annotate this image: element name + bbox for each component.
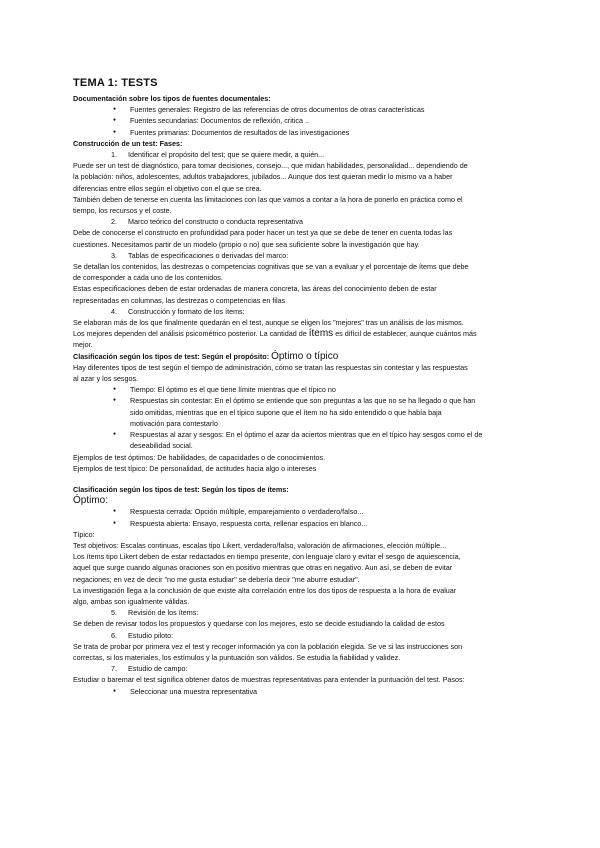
bullet-item: ● Respuestas sin contestar: En el óptimo se entiende que son preguntas a las que no se ha llegado o que han (73, 395, 531, 406)
paragraph-line: aquel que surge cuando algunas oraciones son en positivo mientras que otras en negativo. Aun así, se deben de evitar (73, 563, 453, 573)
bullet-item: ● Respuesta abierta: Ensayo, respuesta corta, rellenar espacios en blanco... (73, 518, 531, 529)
paragraph-line: La investigación llega a la conclusión de que existe alta correlación entre los dos tipos de respuesta a la hora de evaluar (73, 585, 457, 595)
subheading: Típico: (73, 529, 95, 539)
bullet-continuation: deseabilidad social. (130, 441, 193, 451)
bullet-item: ● Fuentes primarias: Documentos de resultados de las investigaciones (73, 127, 531, 138)
numbered-step: 5. Revisión de los ítems: (111, 608, 199, 618)
paragraph-line: Estas especificaciones deben de estar ordenadas de manera concreta, las áreas del conocimiento deben de estar (73, 284, 437, 294)
paragraph-line: Estudiar o baremar el test significa obtener datos de muestras representativas para entender la puntuación del test. Pasos: (73, 675, 465, 685)
paragraph-line: diferencias entre ellos según el objetivo con el que se crea. (73, 183, 262, 193)
paragraph-line: Hay diferentes tipos de test según el tiempo de administración, cómo se tratan las respuestas sin contestar y las respuestas (73, 362, 468, 372)
paragraph-line: Los ítems tipo Likert deben de estar redactados en tiempo presente, con lenguaje claro y evitar el sesgo de aquiescencia, (73, 552, 461, 562)
bullet-continuation: sido omitidas, mientras que en el típico supone que el ítem no ha sido entendido o que había baja (130, 407, 442, 417)
numbered-step: 2. Marco teórico del constructo o conducta representativa (111, 217, 303, 227)
paragraph-line: algo, ambas son igualmente válidas. (73, 596, 190, 606)
numbered-step: 7. Estudio de campo: (111, 664, 188, 674)
numbered-step: 6. Estudio piloto: (111, 630, 174, 640)
paragraph-line: correctas, si los materiales, los estímulos y la puntuación son válidos. Se estudia la fiabilidad y validez. (73, 652, 401, 662)
bullet-item: ● Fuentes secundarias: Documentos de reflexión, critica .. (73, 115, 531, 126)
paragraph-line: Se deben de revisar todos los propuestos y quedarse con los mejores, esto se decide estudiando la calidad de estos (73, 619, 445, 629)
section-heading: Construcción de un test: Fases: (73, 138, 183, 148)
document-page (73, 76, 531, 697)
paragraph-line: Se trata de probar por primera vez el test y recoger información ya con la población elegida. Se ve si las instrucciones son (73, 641, 463, 651)
bullet-item: ● Respuesta cerrada: Opción múltiple, emparejamiento o verdadero/falso... (73, 506, 531, 517)
section-heading: Clasificación según los tipos de test: Según los tipos de ítems: (73, 484, 289, 494)
paragraph-line: mejor. (73, 340, 93, 350)
page-title: TEMA 1: TESTS (73, 77, 158, 89)
numbered-step: 4. Construcción y formato de los ítems: (111, 306, 245, 316)
bullet-item: ● Seleccionar una muestra representativa (73, 686, 531, 697)
paragraph-line: cuestiones. Necesitamos partir de un modelo (propio o no) que sea suficiente sobre la investigación que hay. (73, 239, 420, 249)
paragraph-line: tiempo, los recursos y el coste. (73, 206, 172, 216)
paragraph-line: la población: niños, adolescentes, adultos trabajadores, jubilados... Aunque dos test quieran medir lo mismo va a haber (73, 172, 453, 182)
bullet-item: ● Tiempo: El óptimo es el que tiene límite mientras que el típico no (73, 384, 531, 395)
paragraph-line: al azar y los sesgos. (73, 374, 139, 384)
section-heading: Clasificación según los tipos de test: Según el propósito: Óptimo o típico (73, 350, 339, 362)
paragraph-line: Los mejores dependen del análisis psicométrico posterior. La cantidad de ítems es difícil de establecer, aunque cuántos más (73, 328, 477, 340)
paragraph-line: Se elaboran más de los que finalmente quedarán en el test, aunque se eligen los "mejores" tras un análisis de los mismos. (73, 318, 464, 328)
numbered-step: 3. Tablas de especificaciones o derivadas del marco: (111, 250, 289, 260)
paragraph-line: negaciones; en vez de decir "no me gusta estudiar" se debería decir "me aburre estudiar". (73, 574, 360, 584)
paragraph-line: Test objetivos: Escalas continuas, escalas tipo Likert, verdadero/falso, valoración de afirmaciones, elección múltiple... (73, 540, 447, 550)
bullet-continuation: motivación para contestarlo (130, 418, 218, 428)
paragraph-line: de corresponder a cada uno de los contenidos. (73, 273, 223, 283)
bullet-item: ● Respuestas al azar y sesgos: En el óptimo el azar da aciertos mientras que en el típico hay sesgos como el de (73, 429, 531, 440)
paragraph-line: Ejemplos de test típico: De personalidad, de actitudes hacia algo o intereses (73, 463, 317, 473)
paragraph-line: Se detallan los contenidos, las destrezas o competencias cognitivas que se van a evaluar y el porcentaje de ítems que debe (73, 262, 469, 272)
numbered-step: 1. Identificar el propósito del test; que se quiere medir, a quién... (111, 150, 325, 160)
section-heading: Documentación sobre los tipos de fuentes documentales: (73, 94, 271, 103)
bullet-item: ● Fuentes generales: Registro de las referencias de otros documentos de otras características (73, 104, 531, 115)
paragraph-line: Debe de conocerse el constructo en profundidad para poder hacer un test ya que se debe de tener en cuenta todas las (73, 228, 453, 238)
paragraph-line: Ejemplos de test óptimos: De habilidades, de capacidades o de conocimientos. (73, 452, 326, 462)
paragraph-line: Puede ser un test de diagnóstico, para tomar decisiones, consejo..., que midan habilidades, personalidad... dependiendo de (73, 161, 468, 171)
paragraph-line: representadas en columnas, las destrezas o competencias en filas (73, 295, 286, 305)
subheading: Óptimo: (73, 495, 109, 507)
paragraph-line: También deben de tenerse en cuenta las limitaciones con las que vamos a contar a la hora de ponerlo en práctica como el (73, 194, 463, 204)
